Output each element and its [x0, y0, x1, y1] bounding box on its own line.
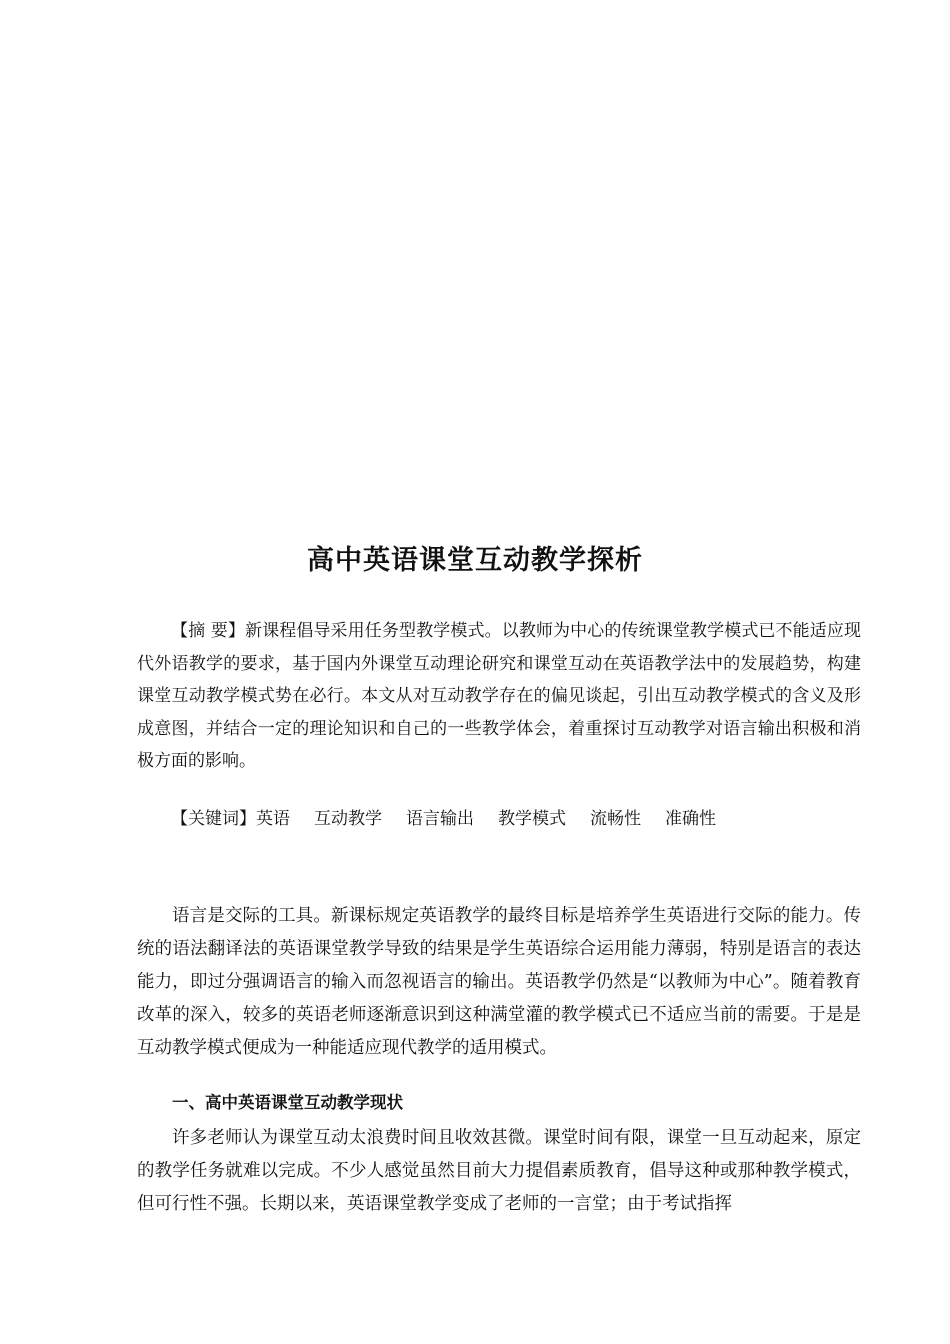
keyword-item: 互动教学 — [314, 809, 382, 829]
keywords-label: 【关键词】 — [171, 809, 256, 829]
keyword-item: 流畅性 — [590, 809, 641, 829]
document-title: 高中英语课堂互动教学探析 — [307, 545, 643, 576]
keyword-item: 准确性 — [665, 809, 716, 829]
intro-paragraph: 语言是交际的工具。新课标规定英语教学的最终目标是培养学生英语进行交际的能力。传统的语法翻译法的英语课堂教学导致的结果是学生英语综合运用能力薄弱，特别是语言的表达能力，即过分强调语言的输入而忽视语言的输出。英语教学仍然是“以教师为中心”。随着教育改革的深入，较多的英语老师逐渐意识到这种满堂灌的教学模式已不适应当前的需要。于是是互动教学模式便成为一种能适应现代教学的适用模式。 — [137, 906, 861, 1058]
section-paragraph: 许多老师认为课堂互动太浪费时间且收效甚微。课堂时间有限，课堂一旦互动起来，原定的教学任务就难以完成。不少人感觉虽然目前大力提倡素质教育，倡导这种或那种教学模式，但可行性不强。长期以来，英语课堂教学变成了老师的一言堂；由于考试指挥 — [137, 1128, 861, 1214]
section-heading: 一、高中英语课堂互动教学现状 — [172, 1093, 403, 1112]
abstract-text: 新课程倡导采用任务型教学模式。以教师为中心的传统课堂教学模式已不能适应现代外语教学的要求，基于国内外课堂互动理论研究和课堂互动在英语教学法中的发展趋势，构建课堂互动教学模式势在必行。本文从对互动教学存在的偏见谈起，引出互动教学模式的含义及形成意图，并结合一定的理论知识和自己的一些教学体会，着重探讨互动教学对语言输出积极和消极方面的影响。 — [137, 621, 862, 771]
abstract-paragraph — [137, 615, 861, 778]
abstract-label: 【摘 要】 — [171, 621, 245, 641]
keyword-item: 语言输出 — [406, 809, 474, 829]
keyword-item: 教学模式 — [498, 809, 566, 829]
keywords-line — [171, 803, 861, 835]
keyword-item: 英语 — [256, 809, 290, 829]
